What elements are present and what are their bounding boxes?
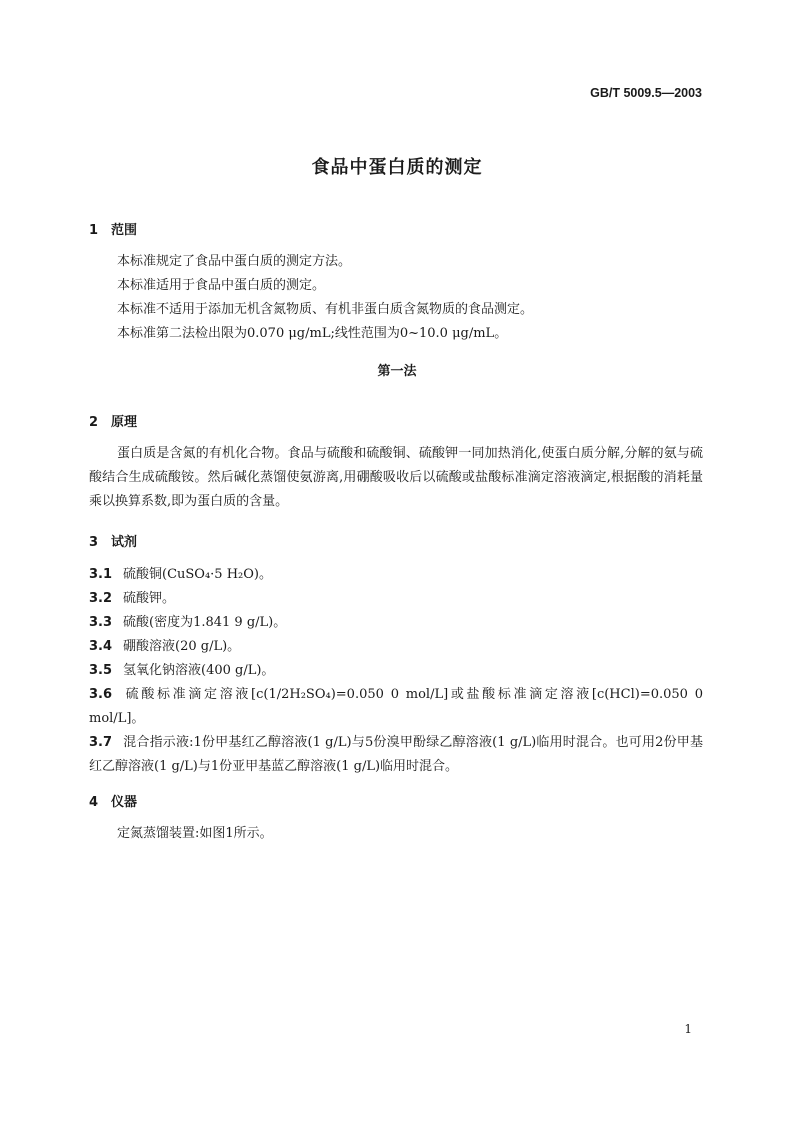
item-number: 3.3 xyxy=(89,615,113,630)
section-number: 2 xyxy=(89,415,99,430)
item-number: 3.4 xyxy=(89,639,113,654)
scope-line-4: 本标准第二法检出限为0.070 μg/mL;线性范围为0~10.0 μg/mL。 xyxy=(117,326,508,341)
item-number: 3.5 xyxy=(89,663,113,678)
item-number: 3.1 xyxy=(89,567,113,582)
item-number: 3.2 xyxy=(89,591,113,606)
reagent-item xyxy=(89,659,703,683)
scope-line-1: 本标准规定了食品中蛋白质的测定方法。 xyxy=(117,254,352,269)
section-title: 原理 xyxy=(111,415,138,430)
item-text: 硫酸(密度为1.841 9 g/L)。 xyxy=(123,615,287,630)
section-4-heading xyxy=(89,791,137,810)
item-number: 3.6 xyxy=(89,687,113,702)
method-title: 第一法 xyxy=(377,364,417,379)
section-number: 3 xyxy=(89,535,99,550)
item-text: 硫酸钾。 xyxy=(123,591,176,606)
section-2-heading xyxy=(89,411,137,430)
section-number: 1 xyxy=(89,223,99,238)
section-title: 范围 xyxy=(111,223,138,238)
page-title: 食品中蛋白质的测定 xyxy=(311,157,483,178)
item-text: 氢氧化钠溶液(400 g/L)。 xyxy=(123,663,275,678)
page-number: 1 xyxy=(684,1022,692,1036)
reagent-item xyxy=(89,587,703,611)
section-1-heading xyxy=(89,219,137,238)
item-number: 3.7 xyxy=(89,735,113,750)
reagent-item xyxy=(89,683,703,731)
scope-line-2: 本标准适用于食品中蛋白质的测定。 xyxy=(117,278,326,293)
apparatus-text: 定氮蒸馏装置:如图1所示。 xyxy=(117,826,273,841)
section-3-heading xyxy=(89,531,137,550)
reagent-item xyxy=(89,563,703,587)
reagent-item xyxy=(89,635,703,659)
section-number: 4 xyxy=(89,795,99,810)
principle-paragraph: 蛋白质是含氮的有机化合物。食品与硫酸和硫酸铜、硫酸钾一同加热消化,使蛋白质分解,分解的氨与硫酸结合生成硫酸铵。然后碱化蒸馏使氨游离,用硼酸吸收后以硫酸或盐酸标准滴定溶液滴定,根据酸的消耗量乘以换算系数,即为蛋白质的含量。 xyxy=(89,446,703,509)
standard-number: GB/T 5009.5—2003 xyxy=(590,86,702,100)
section-title: 仪器 xyxy=(111,795,138,810)
item-text: 混合指示液:1份甲基红乙醇溶液(1 g/L)与5份溴甲酚绿乙醇溶液(1 g/L)临用时混合。也可用2份甲基红乙醇溶液(1 g/L)与1份亚甲基蓝乙醇溶液(1 g/L)临用时混合。 xyxy=(89,735,703,774)
reagent-item xyxy=(89,731,703,779)
item-text: 硫酸铜(CuSO₄·5 H₂O)。 xyxy=(123,567,272,582)
item-text: 硼酸溶液(20 g/L)。 xyxy=(123,639,241,654)
section-title: 试剂 xyxy=(111,535,138,550)
item-text: 硫酸标准滴定溶液[c(1/2H₂SO₄)=0.050 0 mol/L]或盐酸标准滴定溶液[c(HCl)=0.050 0 mol/L]。 xyxy=(89,687,703,726)
scope-line-3: 本标准不适用于添加无机含氮物质、有机非蛋白质含氮物质的食品测定。 xyxy=(117,302,534,317)
reagent-item xyxy=(89,611,703,635)
